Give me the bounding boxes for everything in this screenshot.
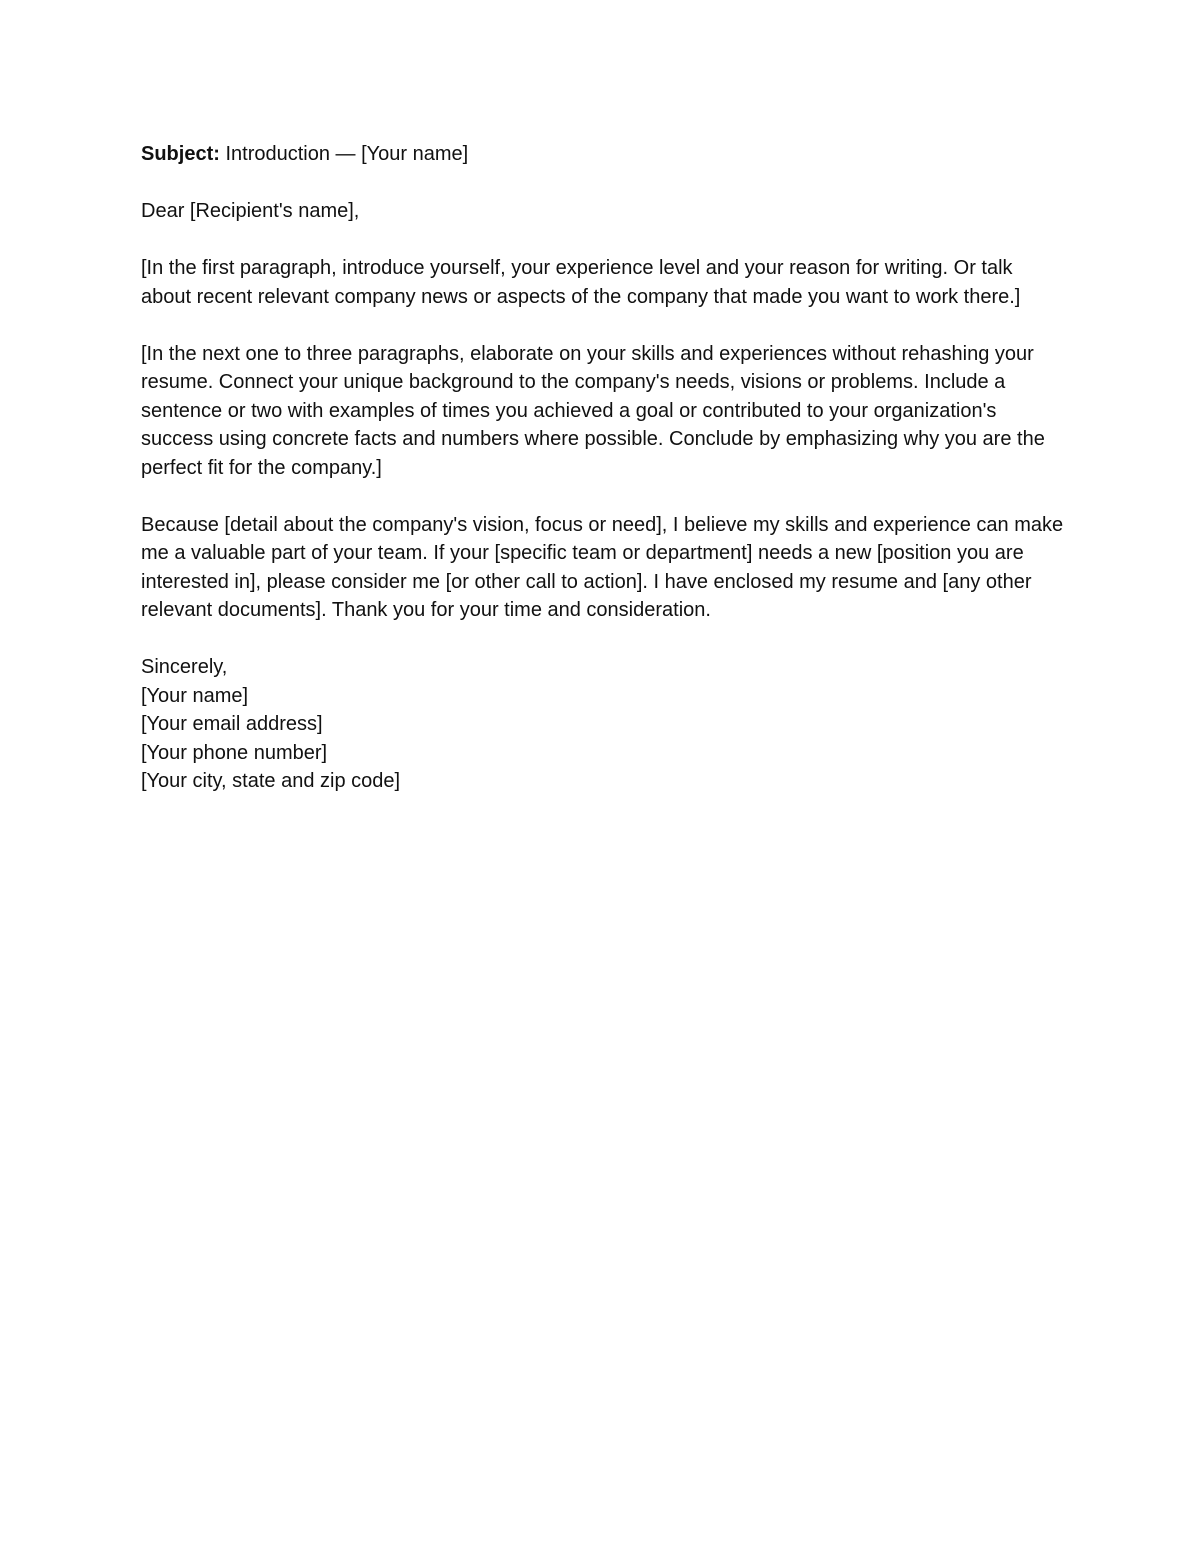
- subject-text: Introduction — [Your name]: [219, 143, 469, 165]
- signature-name: [Your name]: [141, 684, 249, 707]
- paragraph-intro: [In the first paragraph, introduce yourself, your experience level and your reason for writing. Or talk about recent relevant company news or aspects of the company that made you want to work there.]: [141, 257, 1021, 308]
- signature-phone: [Your phone number]: [141, 741, 328, 764]
- signature-block: [141, 653, 1066, 796]
- closing-phrase: Sincerely,: [141, 656, 228, 678]
- paragraph-closing: Because [detail about the company's vision, focus or need], I believe my skills and experience can make me a valuable part of your team. If your [specific team or department] needs a new [position you are interested in], please consider me [or other call to action]. I have enclosed my resume and [any other relevant documents]. Thank you for your time and consideration.: [141, 513, 1064, 621]
- greeting: Dear [Recipient's name],: [141, 200, 360, 222]
- signature-location: [Your city, state and zip code]: [141, 770, 401, 792]
- subject-label: Subject:: [141, 143, 220, 165]
- signature-email: [Your email address]: [141, 713, 323, 735]
- subject-line: [141, 140, 1066, 169]
- paragraph-skills: [In the next one to three paragraphs, elaborate on your skills and experiences without rehashing your resume. Connect your unique background to the company's needs, visions or problems. Include a sentence or two with examples of times you achieved a goal or contributed to your organization's success using concrete facts and numbers where possible. Conclude by emphasizing why you are the perfect fit for the company.]: [141, 342, 1045, 479]
- letter-body: [141, 140, 1066, 796]
